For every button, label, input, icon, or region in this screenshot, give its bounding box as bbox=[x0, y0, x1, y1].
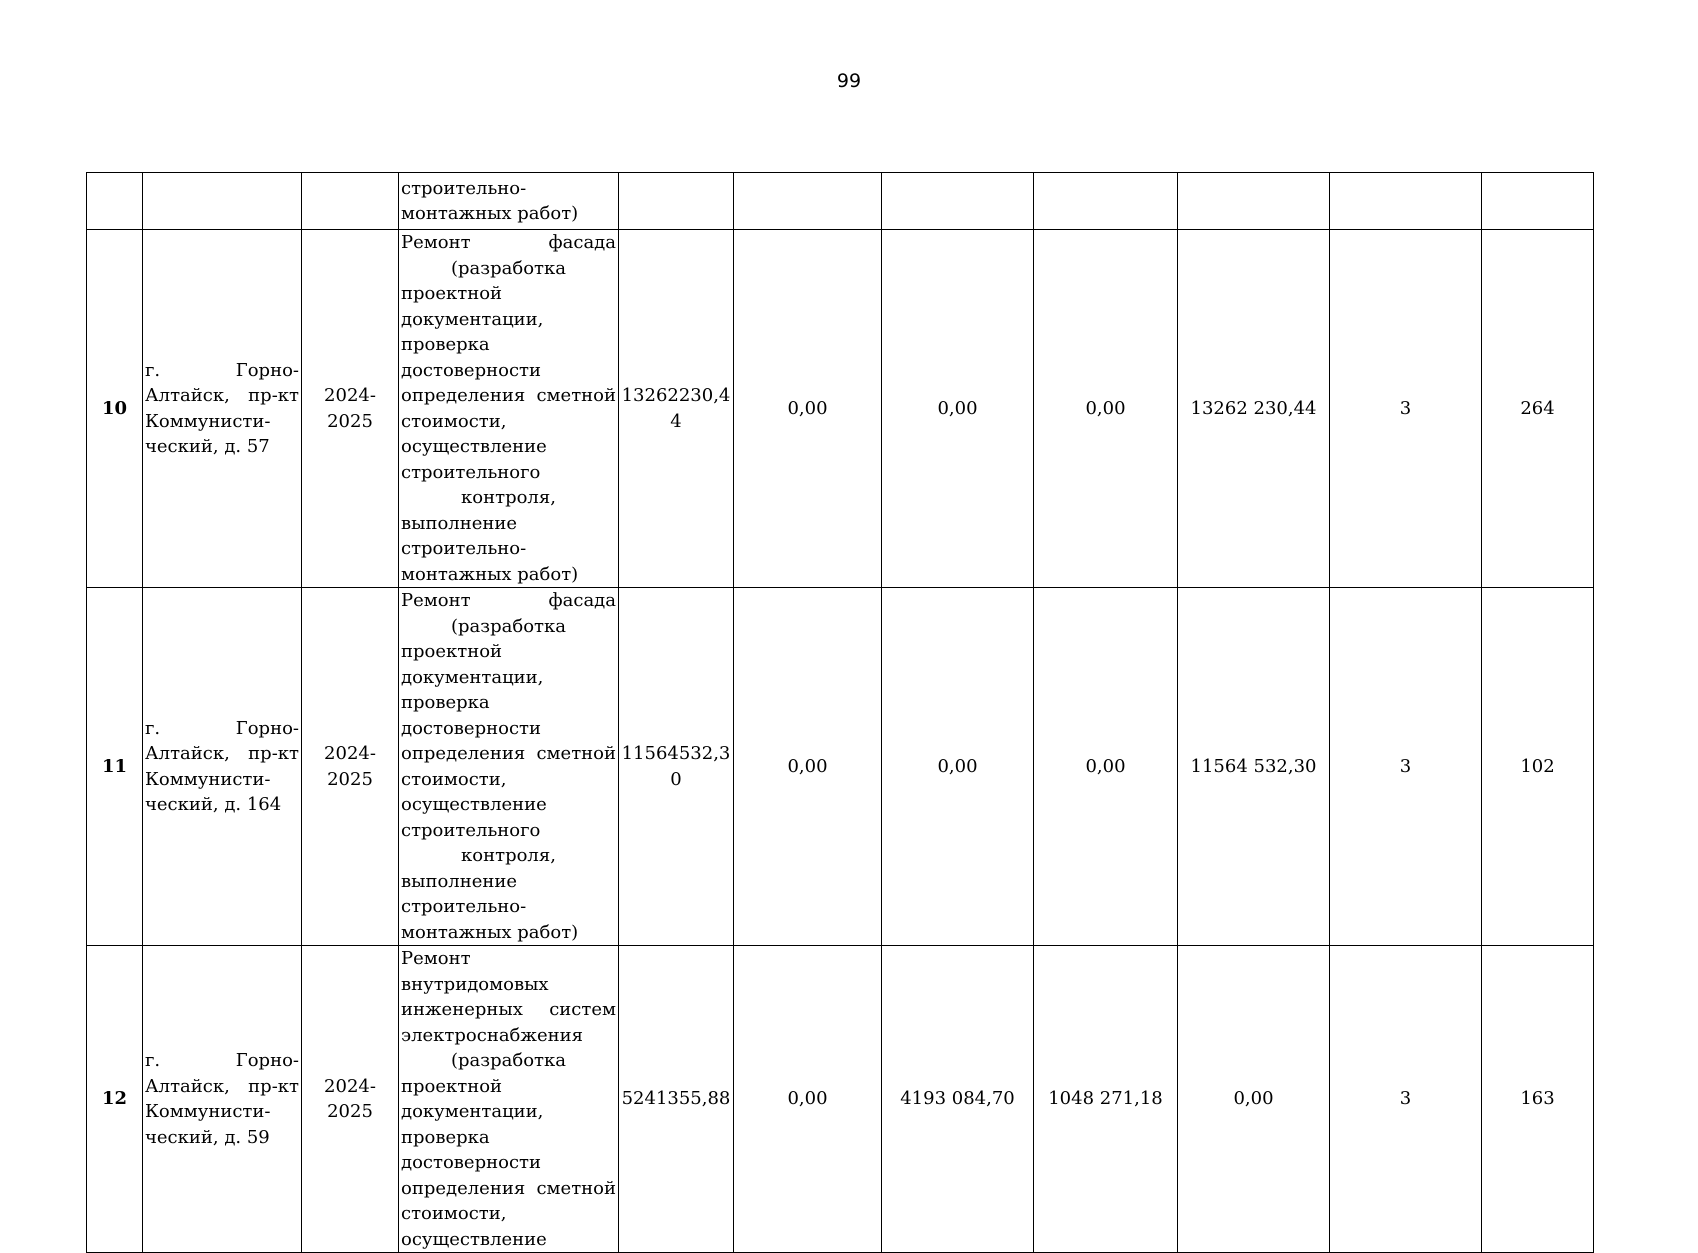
address-line: ческий, д. 59 bbox=[145, 1126, 270, 1148]
description-line: Ремонт фасада bbox=[401, 232, 616, 253]
cell-address bbox=[143, 946, 302, 1253]
description-line: стоимости, bbox=[401, 410, 507, 432]
address-line: г. Горно- bbox=[145, 359, 299, 381]
description-line: строительного bbox=[401, 461, 541, 483]
cell-fund-2: 4193 084,70 bbox=[882, 946, 1034, 1253]
description-line: проверка bbox=[401, 1126, 490, 1148]
cell-area: 163 bbox=[1482, 946, 1594, 1253]
description-line: определения сметной bbox=[401, 1177, 616, 1199]
cell-fund-2: 0,00 bbox=[882, 588, 1034, 946]
description-line: строительно- bbox=[401, 896, 527, 917]
row-number: 10 bbox=[87, 230, 143, 588]
cell-description bbox=[399, 946, 619, 1253]
description-line: Ремонт bbox=[401, 948, 471, 969]
description-line: монтажных работ) bbox=[401, 921, 579, 943]
cell-total-cost bbox=[619, 173, 734, 230]
description-line: монтажных работ) bbox=[401, 563, 579, 585]
cell-address bbox=[143, 173, 302, 230]
table-row-continuation bbox=[87, 173, 1594, 230]
address-line: Алтайск, пр-кт bbox=[145, 1075, 299, 1097]
description-line: осуществление bbox=[401, 1228, 547, 1250]
period-line: 2024- bbox=[324, 385, 376, 406]
description-line: Ремонт фасада bbox=[401, 590, 616, 611]
cell-fund-1 bbox=[734, 173, 882, 230]
total-cost-line: 11564532,3 bbox=[621, 743, 731, 764]
address-line: Алтайск, пр-кт bbox=[145, 385, 299, 406]
period-line: 2025 bbox=[327, 768, 373, 790]
cell-fund-1: 0,00 bbox=[734, 230, 882, 588]
description-line: контроля, выполнение bbox=[401, 487, 556, 534]
cell-fund-4: 13262 230,44 bbox=[1178, 230, 1330, 588]
cell-total-cost bbox=[619, 588, 734, 946]
period-line: 2024- bbox=[324, 743, 376, 764]
cell-period bbox=[302, 946, 399, 1253]
cell-address bbox=[143, 588, 302, 946]
table-row bbox=[87, 946, 1594, 1253]
address-line: Алтайск, пр-кт bbox=[145, 743, 299, 764]
cell-fund-4: 11564 532,30 bbox=[1178, 588, 1330, 946]
description-line: документации, bbox=[401, 1101, 544, 1122]
description-line: определения сметной bbox=[401, 385, 616, 406]
cell-total-cost bbox=[619, 230, 734, 588]
row-number: 11 bbox=[87, 588, 143, 946]
cell-description bbox=[399, 588, 619, 946]
cell-count: 3 bbox=[1330, 946, 1482, 1253]
description-line: проверка bbox=[401, 334, 490, 355]
capital-repair-table bbox=[86, 172, 1594, 1253]
cell-fund-2 bbox=[882, 173, 1034, 230]
cell-area: 102 bbox=[1482, 588, 1594, 946]
cell-total-cost bbox=[619, 946, 734, 1253]
description-line: (разработка проектной bbox=[401, 615, 566, 662]
description-line: внутридомовых bbox=[401, 973, 549, 995]
description-line: монтажных работ) bbox=[401, 203, 579, 224]
cell-count: 3 bbox=[1330, 230, 1482, 588]
cell-fund-1: 0,00 bbox=[734, 588, 882, 946]
cell-fund-3 bbox=[1034, 173, 1178, 230]
address-line: ческий, д. 164 bbox=[145, 794, 282, 815]
cell-fund-3: 0,00 bbox=[1034, 230, 1178, 588]
cell-area: 264 bbox=[1482, 230, 1594, 588]
cell-address bbox=[143, 230, 302, 588]
total-cost-line: 13262230,4 bbox=[621, 385, 731, 406]
table-row bbox=[87, 230, 1594, 588]
address-line: г. Горно- bbox=[145, 717, 299, 739]
cell-description bbox=[399, 230, 619, 588]
page-number: 99 bbox=[836, 70, 862, 92]
cell-num bbox=[87, 173, 143, 230]
table-row bbox=[87, 588, 1594, 946]
cell-area bbox=[1482, 173, 1594, 230]
period-line: 2025 bbox=[327, 410, 373, 432]
description-line: достоверности bbox=[401, 717, 541, 739]
address-line: Коммунисти- bbox=[145, 768, 271, 790]
description-line: инженерных систем bbox=[401, 999, 616, 1020]
address-line: Коммунисти- bbox=[145, 1101, 271, 1122]
description-line: (разработка проектной bbox=[401, 1050, 566, 1097]
description-line: достоверности bbox=[401, 1152, 541, 1173]
cell-count bbox=[1330, 173, 1482, 230]
description-line: осуществление bbox=[401, 794, 547, 815]
description-line: документации, bbox=[401, 666, 544, 688]
cell-description bbox=[399, 173, 619, 230]
description-line: электроснабжения bbox=[401, 1024, 583, 1046]
row-number: 12 bbox=[87, 946, 143, 1253]
period-line: 2025 bbox=[327, 1101, 373, 1122]
address-line: г. Горно- bbox=[145, 1050, 299, 1071]
period-line: 2024- bbox=[324, 1075, 376, 1097]
description-line: стоимости, bbox=[401, 1203, 507, 1224]
description-line: определения сметной bbox=[401, 743, 616, 764]
description-line: документации, bbox=[401, 308, 544, 330]
address-line: ческий, д. 57 bbox=[145, 436, 270, 457]
description-line: контроля, выполнение bbox=[401, 845, 556, 892]
cell-fund-4 bbox=[1178, 173, 1330, 230]
description-line: строительно- bbox=[401, 177, 527, 199]
address-line: Коммунисти- bbox=[145, 410, 271, 432]
cell-fund-3: 0,00 bbox=[1034, 588, 1178, 946]
cell-fund-1: 0,00 bbox=[734, 946, 882, 1253]
description-line: проверка bbox=[401, 692, 490, 713]
description-line: строительно- bbox=[401, 538, 527, 559]
description-line: достоверности bbox=[401, 359, 541, 381]
total-cost-line: 4 bbox=[670, 410, 682, 432]
total-cost-line: 0 bbox=[670, 768, 682, 790]
cell-count: 3 bbox=[1330, 588, 1482, 946]
description-line: стоимости, bbox=[401, 768, 507, 790]
total-cost-line: 5241355,88 bbox=[621, 1088, 731, 1110]
cell-fund-3: 1048 271,18 bbox=[1034, 946, 1178, 1253]
cell-period bbox=[302, 230, 399, 588]
description-line: строительного bbox=[401, 819, 541, 841]
cell-fund-4: 0,00 bbox=[1178, 946, 1330, 1253]
description-line: осуществление bbox=[401, 436, 547, 457]
cell-fund-2: 0,00 bbox=[882, 230, 1034, 588]
description-line: (разработка проектной bbox=[401, 257, 566, 304]
cell-period bbox=[302, 588, 399, 946]
cell-period bbox=[302, 173, 399, 230]
